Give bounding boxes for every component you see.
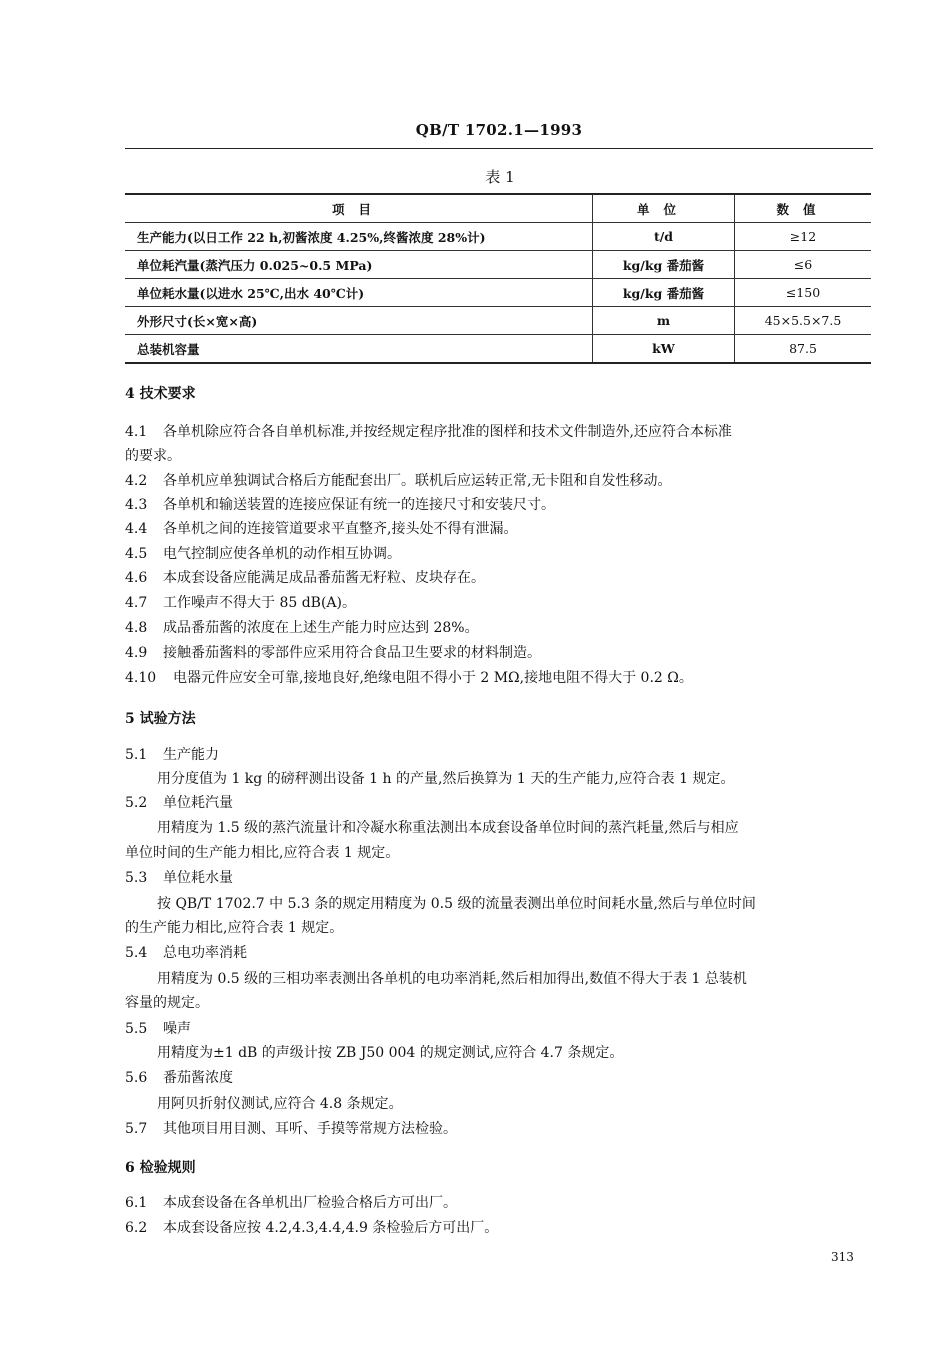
table-cell: 45×5.5×7.5 [735,307,872,335]
clause-number: 5.3 [125,870,148,886]
table-cell: 生产能力(以日工作 22 h,初酱浓度 4.25%,终酱浓度 28%计) [125,223,593,251]
clause-heading: 生产能力 [163,747,219,763]
header-rule [125,148,873,149]
section-5-title: 5 试验方法 [125,711,196,727]
table-header-row [125,194,871,223]
section-4-title: 4 技术要求 [125,386,196,402]
clause-number: 4.2 [125,473,148,489]
clause-5-6-body: 用阿贝折射仪测试,应符合 4.8 条规定。 [157,1096,403,1112]
clause-number: 5.1 [125,747,148,763]
clause-5-3-body: 按 QB/T 1702.7 中 5.3 条的规定用精度为 0.5 级的流量表测出单位时间耗水量,然后与单位时间 [157,896,756,912]
clause-4-2 [125,469,873,493]
clause-5-6-heading [125,1066,873,1090]
spec-table [125,193,871,364]
table-cell: 外形尺寸(长×宽×高) [125,307,593,335]
clause-number: 4.5 [125,546,148,562]
clause-6-2 [125,1216,873,1240]
clause-text: 电气控制应使各单机的动作相互协调。 [163,546,401,562]
table-cell: m [593,307,735,335]
table-row [125,279,871,307]
table-cell: 单位耗汽量(蒸汽压力 0.025~0.5 MPa) [125,251,593,279]
clause-4-8 [125,616,873,640]
clause-4-3 [125,493,873,517]
clause-text: 接触番茄酱料的零部件应采用符合食品卫生要求的材料制造。 [163,645,541,661]
clause-number: 4.6 [125,570,148,586]
table-row [125,251,871,279]
table-cell: kg/kg 番茄酱 [593,251,735,279]
clause-5-3-heading [125,866,873,890]
clause-number: 4.10 [125,670,157,686]
clause-4-4 [125,517,873,541]
clause-heading: 番茄酱浓度 [163,1070,233,1086]
clause-4-10 [125,666,873,690]
table-cell: t/d [593,223,735,251]
clause-4-1 [125,420,873,468]
clause-text: 本成套设备在各单机出厂检验合格后方可出厂。 [163,1195,457,1211]
clause-5-2-body-continued: 单位时间的生产能力相比,应符合表 1 规定。 [125,845,400,861]
clause-number: 6.2 [125,1220,148,1236]
clause-number: 5.7 [125,1121,148,1137]
clause-number: 4.8 [125,620,148,636]
clause-6-1 [125,1191,873,1215]
table-caption: 表 1 [485,168,515,186]
clause-5-4-heading [125,941,873,965]
column-header-item: 项目 [125,194,593,223]
clause-5-1-body: 用分度值为 1 kg 的磅秤测出设备 1 h 的产量,然后换算为 1 天的生产能力,应符合表 1 规定。 [157,771,735,787]
section-6-title: 6 检验规则 [125,1160,196,1176]
clause-5-2-heading [125,791,873,815]
clause-heading: 单位耗水量 [163,870,233,886]
clause-5-4-body-continued: 容量的规定。 [125,995,209,1011]
clause-5-1-heading [125,743,873,767]
column-header-unit: 单位 [593,194,735,223]
clause-text: 各单机应单独调试合格后方能配套出厂。联机后应运转正常,无卡阻和自发性移动。 [163,473,672,489]
clause-4-6 [125,566,873,590]
table-cell: kg/kg 番茄酱 [593,279,735,307]
table-cell: 单位耗水量(以进水 25℃,出水 40℃计) [125,279,593,307]
clause-text: 各单机除应符合各自单机标准,并按经规定程序批准的图样和技术文件制造外,还应符合本标准 [163,424,732,440]
table-row [125,307,871,335]
table-cell: kW [593,335,735,364]
clause-number: 5.2 [125,795,148,811]
clause-text: 成品番茄酱的浓度在上述生产能力时应达到 28%。 [163,620,479,636]
page-number: 313 [831,1250,854,1264]
clause-number: 4.4 [125,521,148,537]
clause-text: 本成套设备应能满足成品番茄酱无籽粒、皮块存在。 [163,570,485,586]
clause-heading: 总电功率消耗 [163,945,247,961]
clause-number: 5.4 [125,945,148,961]
clause-4-7 [125,591,873,615]
table-cell: ≤150 [735,279,872,307]
clause-5-3-body-continued: 的生产能力相比,应符合表 1 规定。 [125,920,344,936]
clause-5-7 [125,1117,873,1141]
clause-text: 工作噪声不得大于 85 dB(A)。 [163,595,356,611]
clause-text: 其他项目用目测、耳听、手摸等常规方法检验。 [163,1121,457,1137]
table-row [125,335,871,364]
document-standard-number: QB/T 1702.1—1993 [415,121,583,139]
clause-number: 5.5 [125,1021,148,1037]
clause-5-5-body: 用精度为±1 dB 的声级计按 ZB J50 004 的规定测试,应符合 4.7 条规定。 [157,1045,624,1061]
clause-5-2-body: 用精度为 1.5 级的蒸汽流量计和冷凝水称重法测出本成套设备单位时间的蒸汽耗量,然后与相应 [157,820,739,836]
clause-5-4-body: 用精度为 0.5 级的三相功率表测出各单机的电功率消耗,然后相加得出,数值不得大于表 1 总装机 [157,971,747,987]
table-row [125,223,871,251]
table-cell: 总装机容量 [125,335,593,364]
clause-heading: 噪声 [163,1021,191,1037]
table-cell: 87.5 [735,335,872,364]
clause-text: 本成套设备应按 4.2,4.3,4.4,4.9 条检验后方可出厂。 [163,1220,499,1236]
clause-number: 6.1 [125,1195,148,1211]
table-cell: ≥12 [735,223,872,251]
clause-number: 4.7 [125,595,148,611]
clause-4-5 [125,542,873,566]
clause-text-continued: 的要求。 [125,448,181,464]
clause-number: 4.1 [125,424,148,440]
clause-number: 4.9 [125,645,148,661]
clause-number: 5.6 [125,1070,148,1086]
table-cell: ≤6 [735,251,872,279]
clause-5-5-heading [125,1017,873,1041]
clause-number: 4.3 [125,497,148,513]
clause-text: 各单机和输送装置的连接应保证有统一的连接尺寸和安装尺寸。 [163,497,555,513]
column-header-value: 数值 [735,194,872,223]
clause-text: 电器元件应安全可靠,接地良好,绝缘电阻不得小于 2 MΩ,接地电阻不得大于 0.2 Ω。 [173,670,693,686]
clause-4-9 [125,641,873,665]
clause-heading: 单位耗汽量 [163,795,233,811]
clause-text: 各单机之间的连接管道要求平直整齐,接头处不得有泄漏。 [163,521,518,537]
